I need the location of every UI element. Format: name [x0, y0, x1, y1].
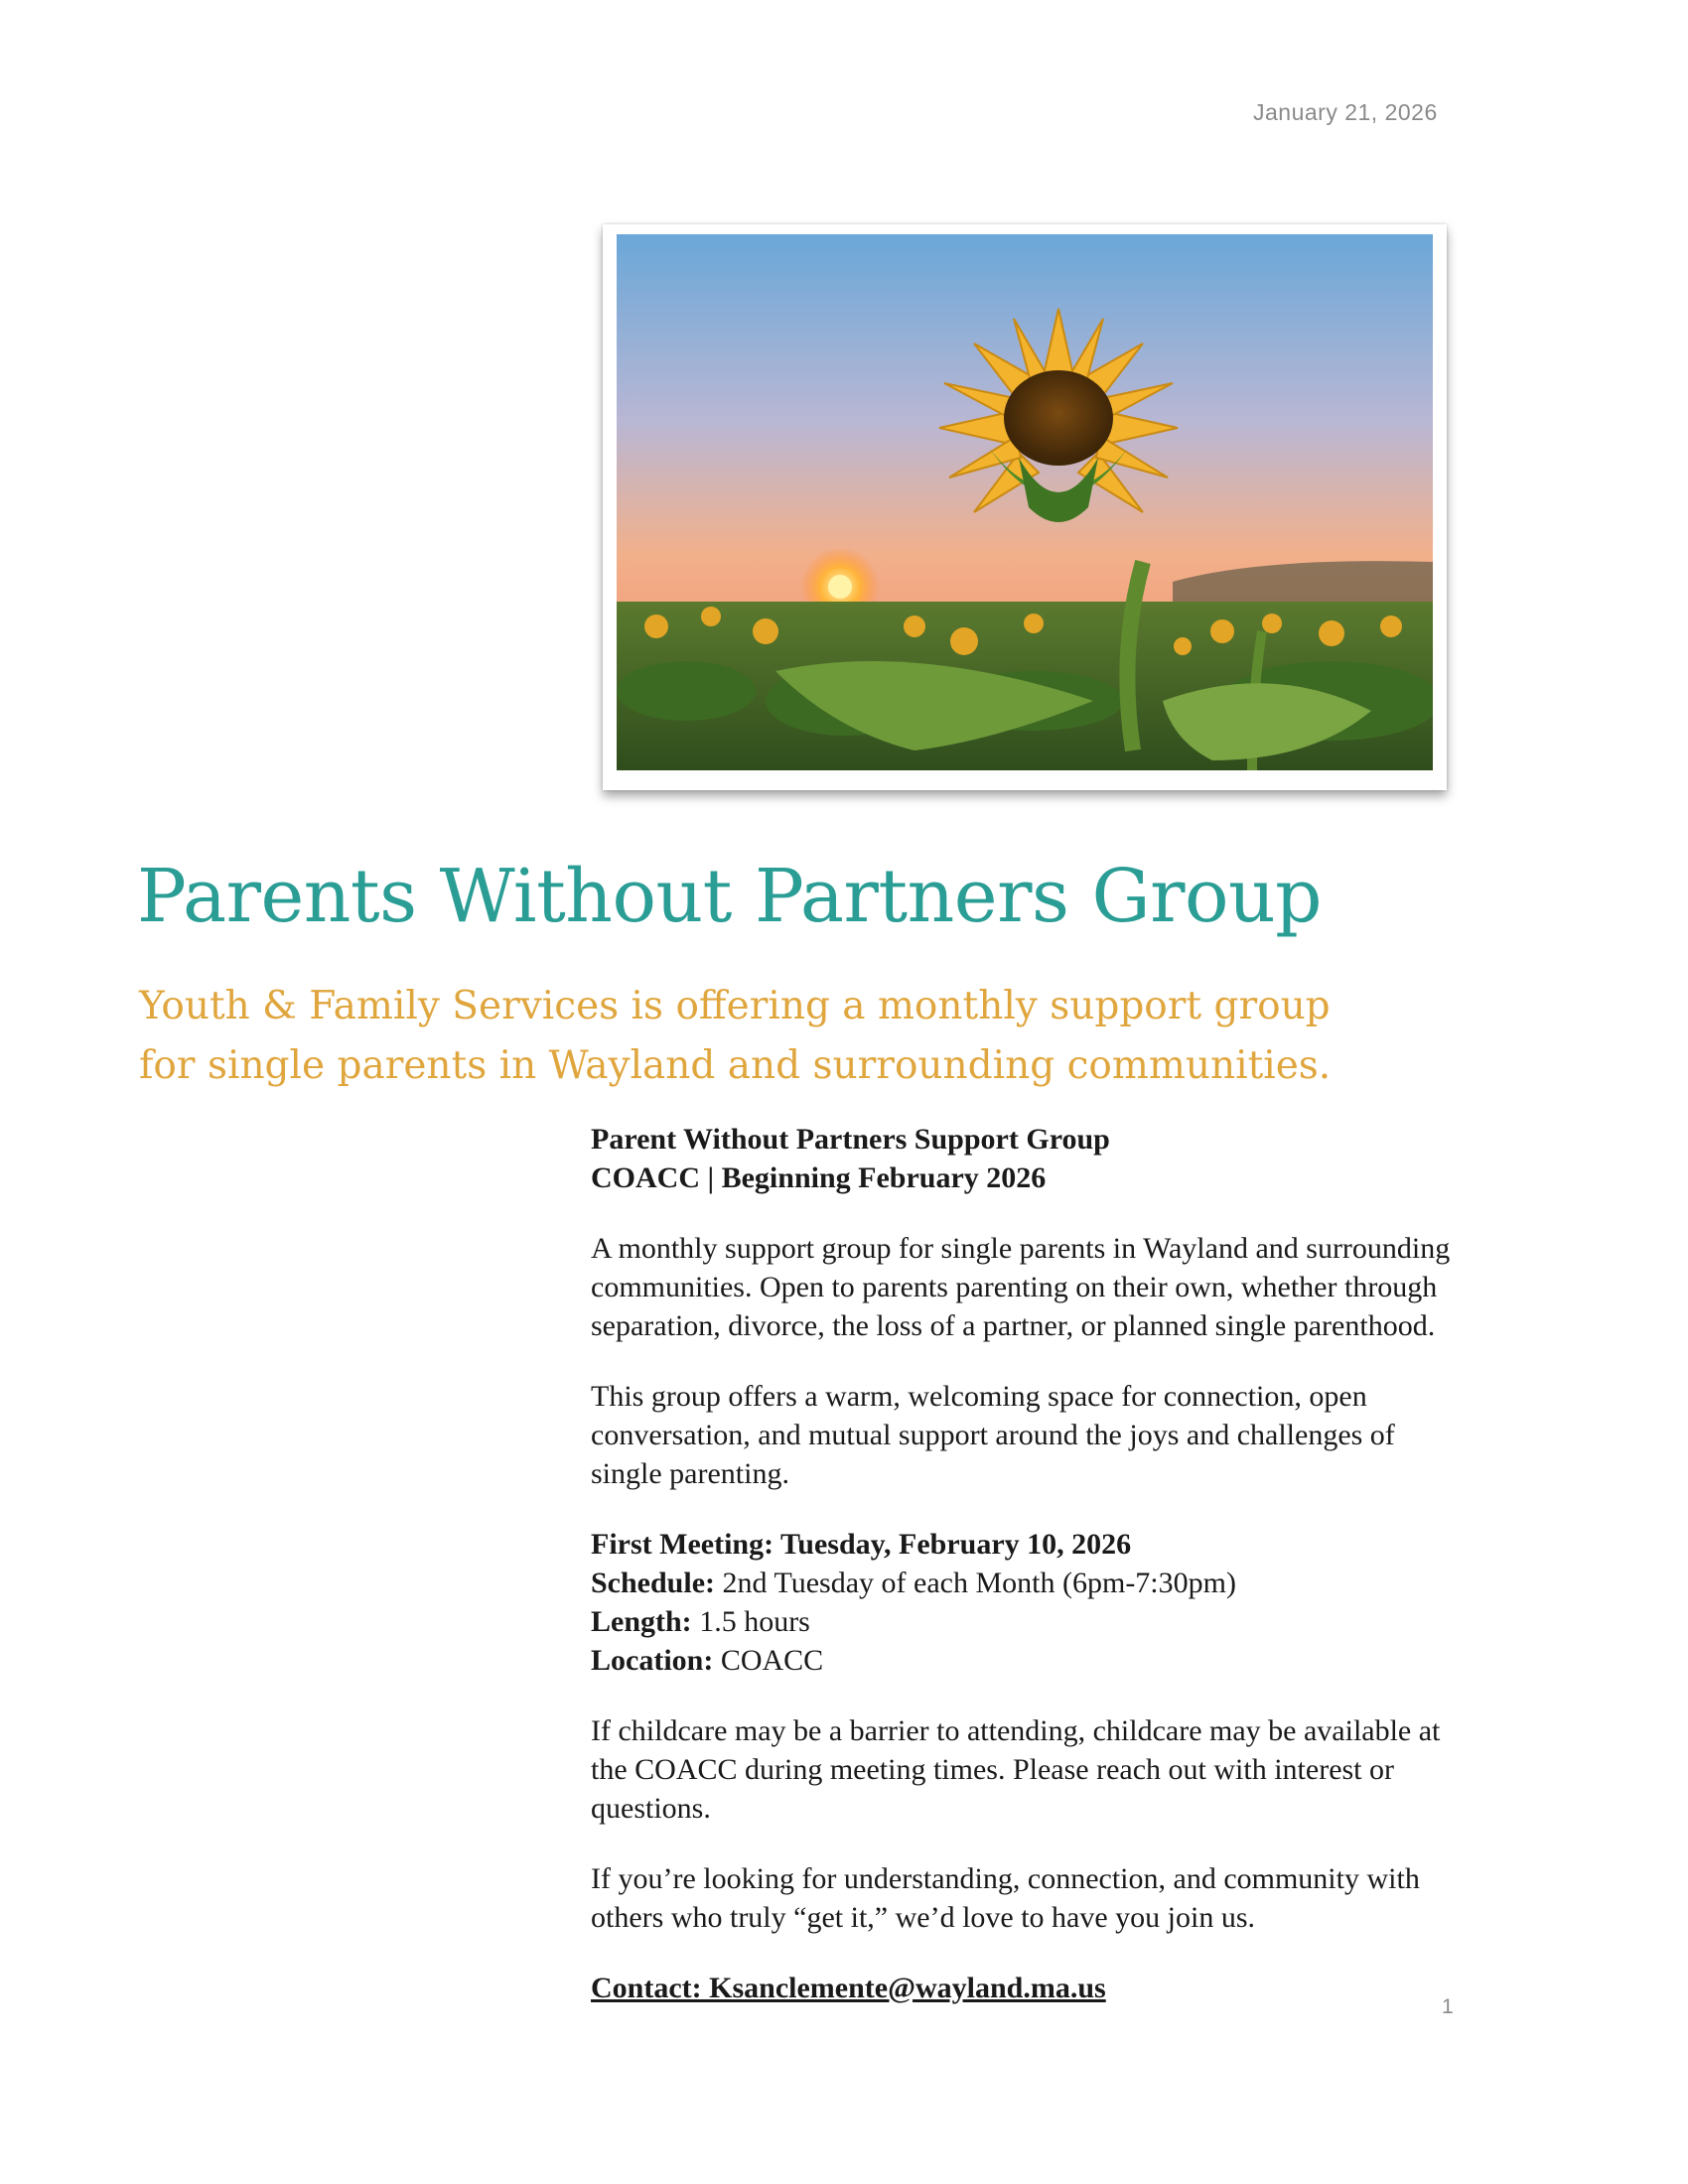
meeting-details	[591, 1525, 1465, 1680]
closing-paragraph: If you’re looking for understanding, connection, and community with others who truly “get it,” we’d love to have you join us.	[591, 1862, 1420, 1934]
section-heading-line-1: Parent Without Partners Support Group	[591, 1123, 1110, 1156]
subtitle-line-1: Youth & Family Services is offering a monthly support group	[139, 984, 1331, 1028]
contact-link[interactable]: Contact: Ksanclemente@wayland.ma.us	[591, 1972, 1106, 2004]
hero-photo-frame	[603, 224, 1447, 790]
sunflower-photo	[617, 234, 1433, 770]
first-meeting: First Meeting: Tuesday, February 10, 2026	[591, 1528, 1132, 1561]
location-value: COACC	[713, 1644, 824, 1677]
schedule-label: Schedule:	[591, 1567, 716, 1599]
subtitle-line-2: for single parents in Wayland and surrounding communities.	[139, 1043, 1332, 1088]
section-heading	[591, 1120, 1465, 1197]
intro-paragraph: A monthly support group for single parents in Wayland and surrounding communities. Open to parents parenting on their own, whether through separation, divorce, the loss of a partner, or planned single parenthood.	[591, 1232, 1451, 1342]
section-heading-line-2: COACC | Beginning February 2026	[591, 1161, 1047, 1194]
location-label: Location:	[591, 1644, 714, 1677]
page-title: Parents Without Partners Group	[137, 854, 1323, 939]
schedule-value: 2nd Tuesday of each Month (6pm-7:30pm)	[715, 1567, 1236, 1599]
length-value: 1.5 hours	[691, 1605, 810, 1638]
document-date: January 21, 2026	[1253, 99, 1438, 125]
childcare-paragraph: If childcare may be a barrier to attending, childcare may be available at the COACC during meeting times. Please reach out with interest or questions.	[591, 1714, 1441, 1825]
body-content	[591, 1120, 1465, 2007]
page-number: 1	[1442, 1995, 1454, 2018]
offer-paragraph: This group offers a warm, welcoming space for connection, open conversation, and mutual support around the joys and challenges of single parenting.	[591, 1380, 1395, 1490]
length-label: Length:	[591, 1605, 692, 1638]
page-subtitle	[139, 977, 1509, 1096]
